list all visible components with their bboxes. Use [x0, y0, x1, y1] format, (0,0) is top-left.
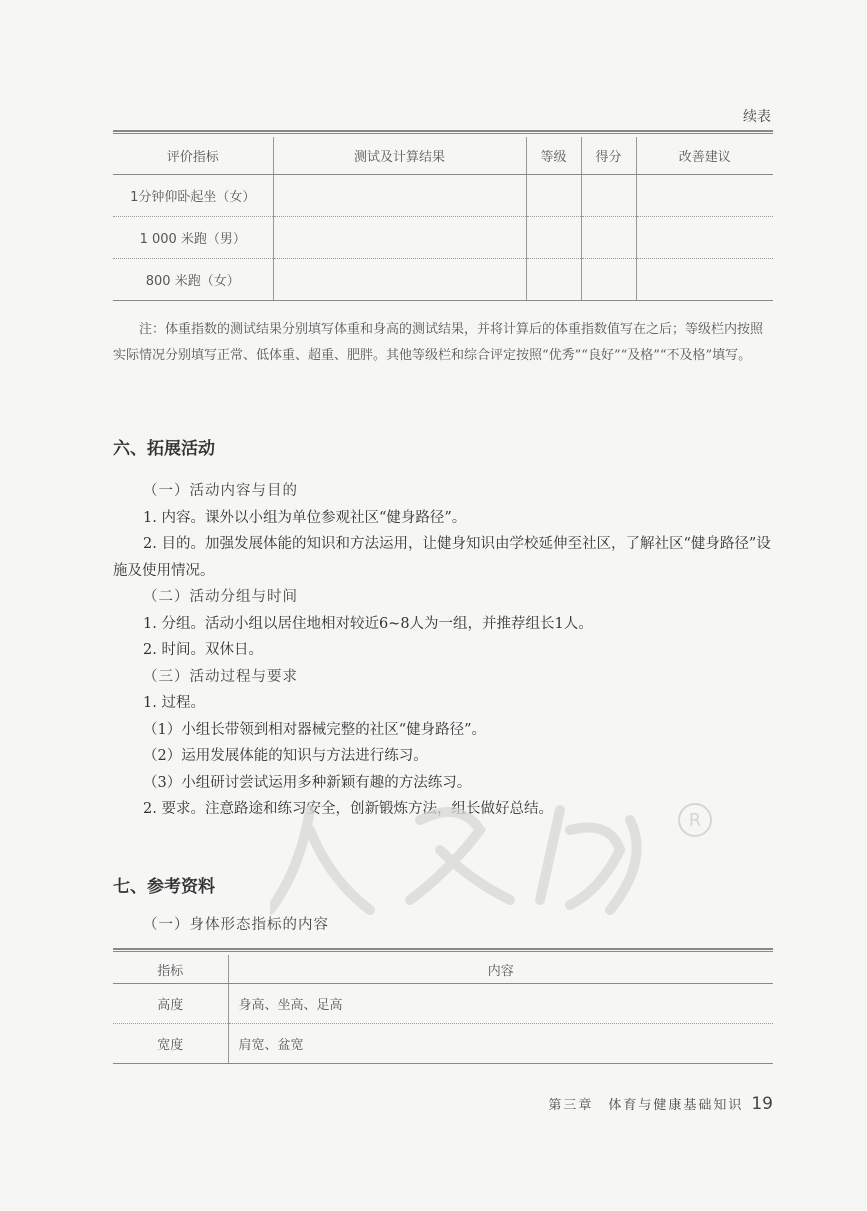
table-header-row: [113, 137, 773, 175]
empty-cell: [581, 217, 636, 259]
indicator-cell: 宽度: [113, 1024, 228, 1064]
header-indicator: 评价指标: [113, 137, 273, 175]
evaluation-table: [113, 137, 773, 301]
section7-heading: 七、参考资料: [113, 877, 215, 897]
paragraph: （1）小组长带领到相对器械完整的社区“健身路径”。: [143, 721, 487, 738]
subsection-heading: （一）活动内容与目的: [143, 483, 298, 499]
row-label: 1 000 米跑（男）: [113, 217, 273, 259]
paragraph: 2. 要求。注意路途和练习安全，创新锻炼方法，组长做好总结。: [143, 801, 553, 817]
empty-cell: [273, 175, 526, 217]
row-label: 800 米跑（女）: [113, 259, 273, 301]
header-result: 测试及计算结果: [273, 137, 526, 175]
header-suggestion: 改善建议: [636, 137, 773, 175]
table2-top-rule: [113, 948, 773, 952]
empty-cell: [526, 175, 581, 217]
empty-cell: [636, 217, 773, 259]
content-cell: 肩宽、盆宽: [228, 1024, 773, 1064]
paragraph: 2. 目的。加强发展体能的知识和方法运用，让健身知识由学校延伸至社区，了解社区“健身路径”设施及使用情况。: [113, 536, 771, 579]
table-header-row: [113, 955, 773, 984]
subsection-heading: （一）身体形态指标的内容: [143, 917, 329, 933]
subsection-heading: （二）活动分组与时间: [143, 589, 298, 605]
empty-cell: [273, 217, 526, 259]
paragraph: 2. 时间。双休日。: [143, 642, 263, 658]
table-row: [113, 1024, 773, 1064]
empty-cell: [526, 217, 581, 259]
empty-cell: [526, 259, 581, 301]
table-row: [113, 984, 773, 1024]
subsection-heading: （三）活动过程与要求: [143, 668, 298, 685]
empty-cell: [581, 175, 636, 217]
chapter-title: 第三章 体育与健康基础知识: [548, 1098, 744, 1113]
page-number: 19: [751, 1094, 773, 1114]
indicator-cell: 高度: [113, 984, 228, 1024]
body-shape-table: [113, 955, 773, 1064]
empty-cell: [636, 259, 773, 301]
section7-sub: [113, 912, 773, 939]
continued-label: 续表: [743, 109, 771, 125]
table1-top-rule: [113, 130, 773, 134]
page-footer: [548, 1094, 773, 1114]
paragraph: 1. 过程。: [143, 695, 205, 711]
paragraph: 1. 分组。活动小组以居住地相对较近6~8人为一组，并推荐组长1人。: [143, 615, 593, 632]
empty-cell: [581, 259, 636, 301]
table-row: [113, 259, 773, 301]
row-label: 1分钟仰卧起坐（女）: [113, 175, 273, 217]
table-row: [113, 217, 773, 259]
header-score: 得分: [581, 137, 636, 175]
empty-cell: [636, 175, 773, 217]
table-note: 注：体重指数的测试结果分别填写体重和身高的测试结果，并将计算后的体重指数值写在之后；等级栏内按照实际情况分别填写正常、低体重、超重、肥胖。其他等级栏和综合评定按照“优秀”“良好”“及格”“不及格”填写。: [113, 322, 764, 363]
empty-cell: [273, 259, 526, 301]
paragraph: （3）小组研讨尝试运用多种新颖有趣的方法练习。: [143, 774, 472, 791]
header-indicator: 指标: [113, 955, 228, 984]
paragraph: 1. 内容。课外以小组为单位参观社区“健身路径”。: [143, 509, 467, 526]
paragraph: （2）运用发展体能的知识与方法进行练习。: [143, 748, 428, 764]
header-grade: 等级: [526, 137, 581, 175]
section6-heading: 六、拓展活动: [113, 439, 215, 459]
table-row: [113, 175, 773, 217]
header-content: 内容: [228, 955, 773, 984]
svg-text:R: R: [688, 810, 702, 831]
content-cell: 身高、坐高、足高: [228, 984, 773, 1024]
section6-body: [113, 478, 773, 823]
